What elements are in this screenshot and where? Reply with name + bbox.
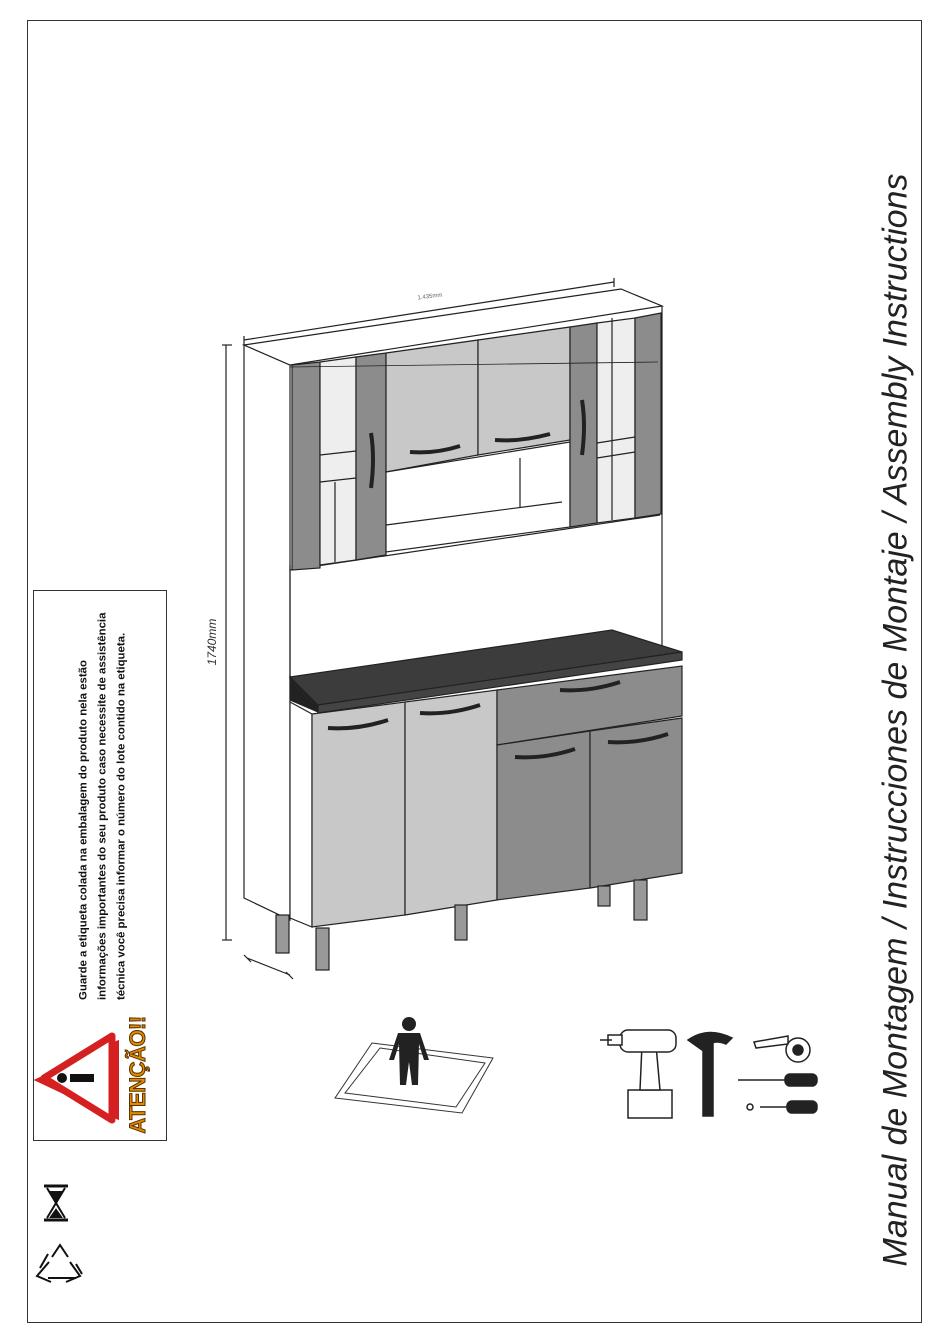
page-title: Manual de Montagem / Instrucciones de Montaje / Assembly Instructions — [876, 173, 915, 1267]
warning-text: Guarde a etiqueta colada na embalagem do produto nela estão informações importantes do seu produto caso necessite de assistência técnica você precisa informar o número do lote contido na etiqueta. — [77, 612, 128, 1000]
width-dimension-label: 1.435mm — [417, 292, 443, 302]
height-dimension-label: 1740mm — [205, 618, 219, 666]
attention-heading: ATENÇÃO!! — [125, 1016, 150, 1134]
